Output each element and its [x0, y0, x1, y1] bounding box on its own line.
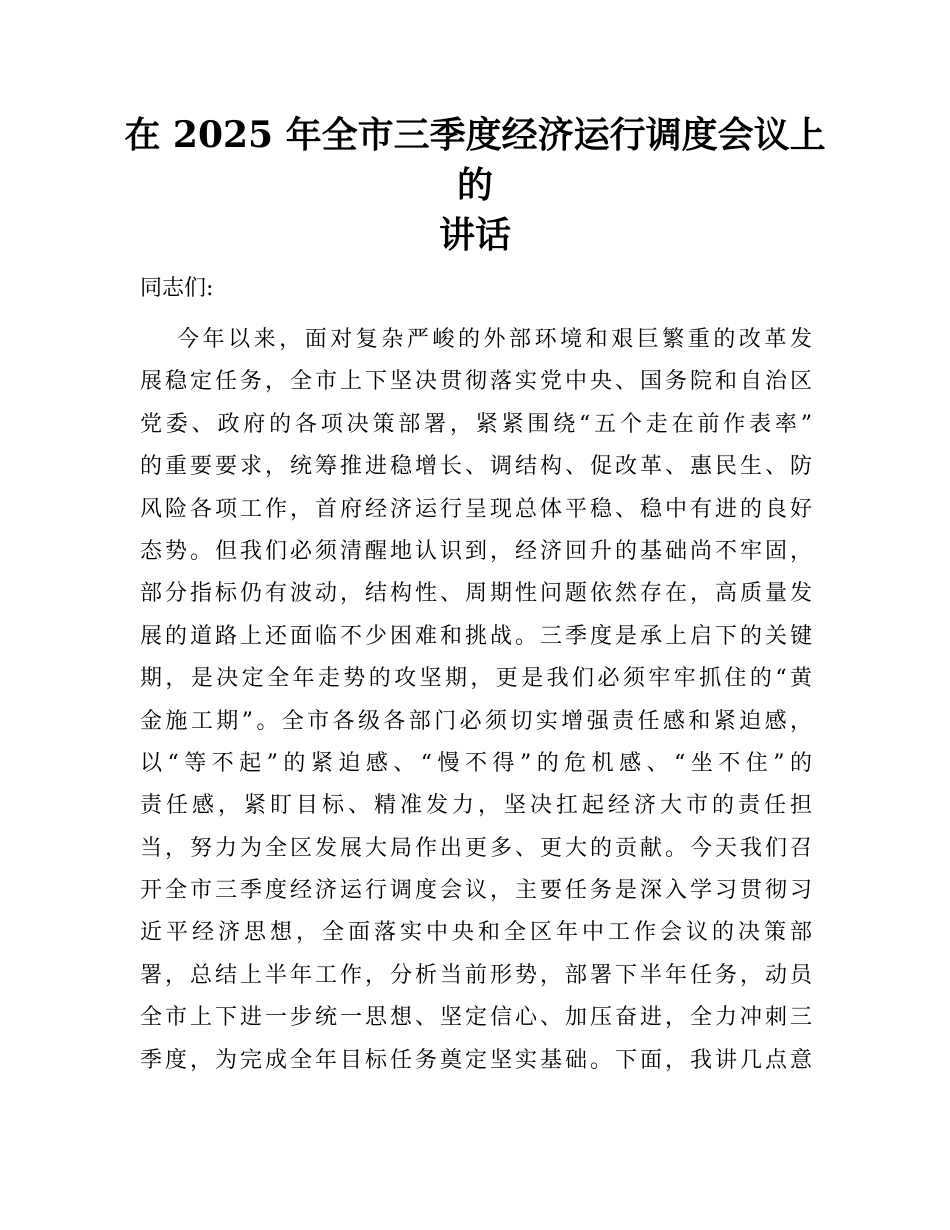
- paragraph-line: 开全市三季度经济运行调度会议，主要任务是深入学习贯彻习: [140, 878, 812, 904]
- title-line-1: 在 2025 年全市三季度经济运行调度会议上的: [124, 114, 826, 206]
- paragraph-line: 全市上下进一步统一思想、坚定信心、加压奋进，全力冲刺三: [140, 1005, 812, 1031]
- paragraph-line: 今年以来，面对复杂严峻的外部环境和艰巨繁重的改革发: [177, 327, 812, 352]
- paragraph-line: 展稳定任务，全市上下坚决贯彻落实党中央、国务院和自治区: [140, 369, 812, 395]
- paragraph-line: 近平经济思想，全面落实中央和全区年中工作会议的决策部: [140, 920, 812, 946]
- paragraph-line: 党委、政府的各项决策部署，紧紧围绕“五个走在前作表率”: [140, 411, 812, 437]
- document-title: [120, 110, 830, 260]
- greeting: 同志们:: [140, 276, 214, 301]
- paragraph-line: 季度，为完成全年目标任务奠定坚实基础。下面，我讲几点意: [140, 1047, 812, 1073]
- paragraph-line: 期，是决定全年走势的攻坚期，更是我们必须牢牢抓住的“黄: [140, 666, 812, 692]
- paragraph-line: 金施工期”。全市各级各部门必须切实增强责任感和紧迫感，: [140, 708, 812, 734]
- paragraph-line: 部分指标仍有波动，结构性、周期性问题依然存在，高质量发: [140, 581, 812, 607]
- body-paragraph: [140, 319, 812, 1082]
- paragraph-line: 风险各项工作，首府经济运行呈现总体平稳、稳中有进的良好: [140, 496, 812, 522]
- paragraph-line: 署，总结上半年工作，分析当前形势，部署下半年任务，动员: [140, 962, 812, 988]
- paragraph-line: 的重要要求，统筹推进稳增长、调结构、促改革、惠民生、防: [140, 454, 812, 480]
- paragraph-line: 以“等不起”的紧迫感、“慢不得”的危机感、“坐不住”的: [140, 750, 812, 776]
- paragraph-line: 态势。但我们必须清醒地认识到，经济回升的基础尚不牢固，: [140, 538, 812, 564]
- paragraph-line: 责任感，紧盯目标、精准发力，坚决扛起经济大市的责任担: [140, 793, 812, 819]
- paragraph-line: 当，努力为全区发展大局作出更多、更大的贡献。今天我们召: [140, 835, 812, 861]
- title-line-2: 讲话: [438, 214, 511, 256]
- paragraph-line: 展的道路上还面临不少困难和挑战。三季度是承上启下的关键: [140, 623, 812, 649]
